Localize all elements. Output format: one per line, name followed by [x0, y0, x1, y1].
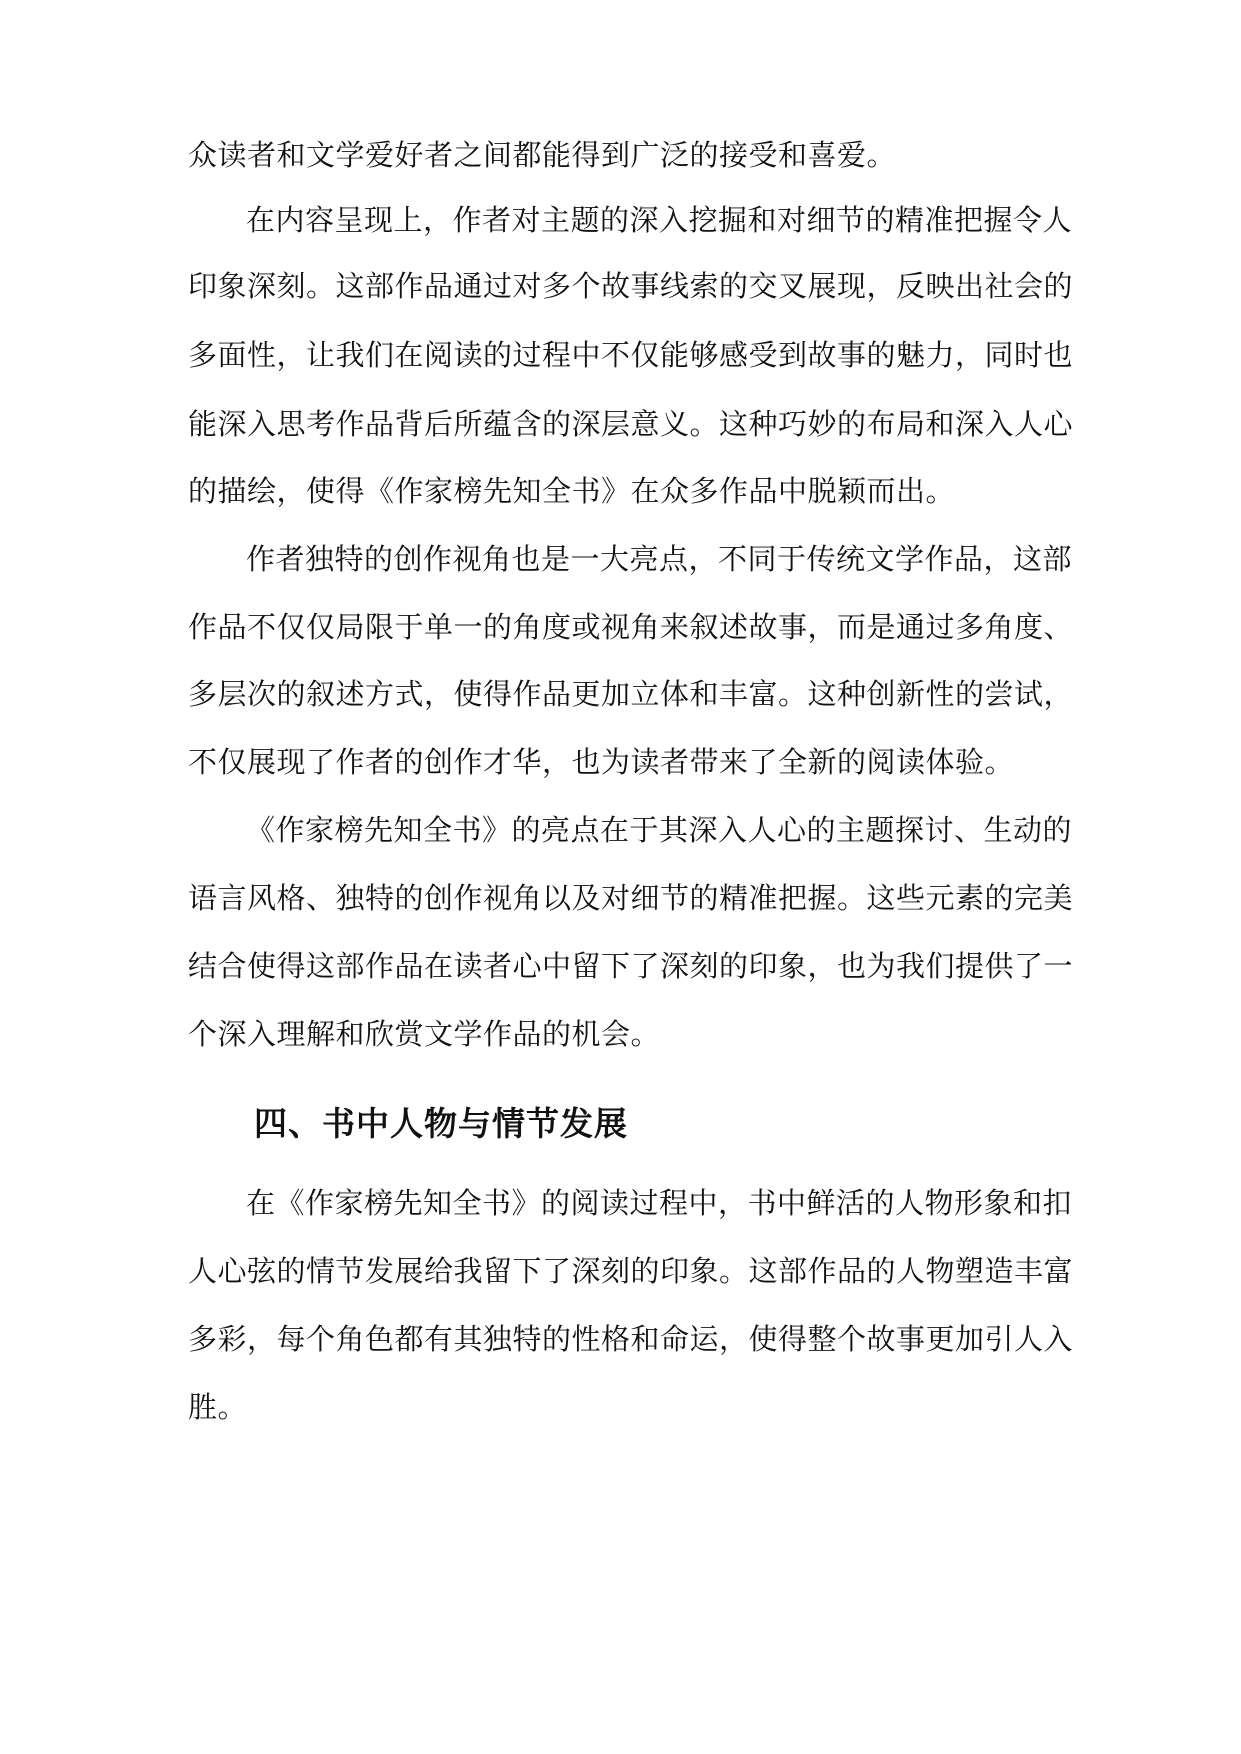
paragraph-line: 在内容呈现上，作者对主题的深入挖掘和对细节的精准把握令人: [246, 203, 1073, 237]
paragraph-line: 个深入理解和欣赏文学作品的机会。: [188, 1017, 661, 1051]
paragraph-line: 人心弦的情节发展给我留下了深刻的印象。这部作品的人物塑造丰富: [188, 1254, 1074, 1288]
paragraph-line: 能深入思考作品背后所蕴含的深层意义。这种巧妙的布局和深入人心: [188, 407, 1074, 441]
paragraph-line: 的描绘，使得《作家榜先知全书》在众多作品中脱颖而出。: [188, 474, 956, 508]
paragraph-line: 不仅展现了作者的创作才华，也为读者带来了全新的阅读体验。: [188, 745, 1015, 779]
paragraph-line: 结合使得这部作品在读者心中留下了深刻的印象，也为我们提供了一: [188, 949, 1074, 983]
paragraph-line: 语言风格、独特的创作视角以及对细节的精准把握。这些元素的完美: [188, 881, 1074, 915]
paragraph-line: 多层次的叙述方式，使得作品更加立体和丰富。这种创新性的尝试，: [188, 677, 1074, 711]
paragraph-line: 作者独特的创作视角也是一大亮点，不同于传统文学作品，这部: [246, 542, 1073, 576]
paragraph-line: 胜。: [188, 1390, 248, 1424]
paragraph-line: 在《作家榜先知全书》的阅读过程中，书中鲜活的人物形象和扣: [246, 1186, 1073, 1220]
paragraph-line: 《作家榜先知全书》的亮点在于其深入人心的主题探讨、生动的: [246, 813, 1073, 847]
paragraph-line: 众读者和文学爱好者之间都能得到广泛的接受和喜爱。: [188, 138, 897, 172]
paragraph-line: 作品不仅仅局限于单一的角度或视角来叙述故事，而是通过多角度、: [188, 610, 1074, 644]
section-heading: 四、书中人物与情节发展: [254, 1104, 628, 1143]
paragraph-line: 多面性，让我们在阅读的过程中不仅能够感受到故事的魅力，同时也: [188, 338, 1074, 372]
paragraph-line: 印象深刻。这部作品通过对多个故事线索的交叉展现，反映出社会的: [188, 269, 1074, 303]
paragraph-line: 多彩，每个角色都有其独特的性格和命运，使得整个故事更加引人入: [188, 1322, 1074, 1356]
